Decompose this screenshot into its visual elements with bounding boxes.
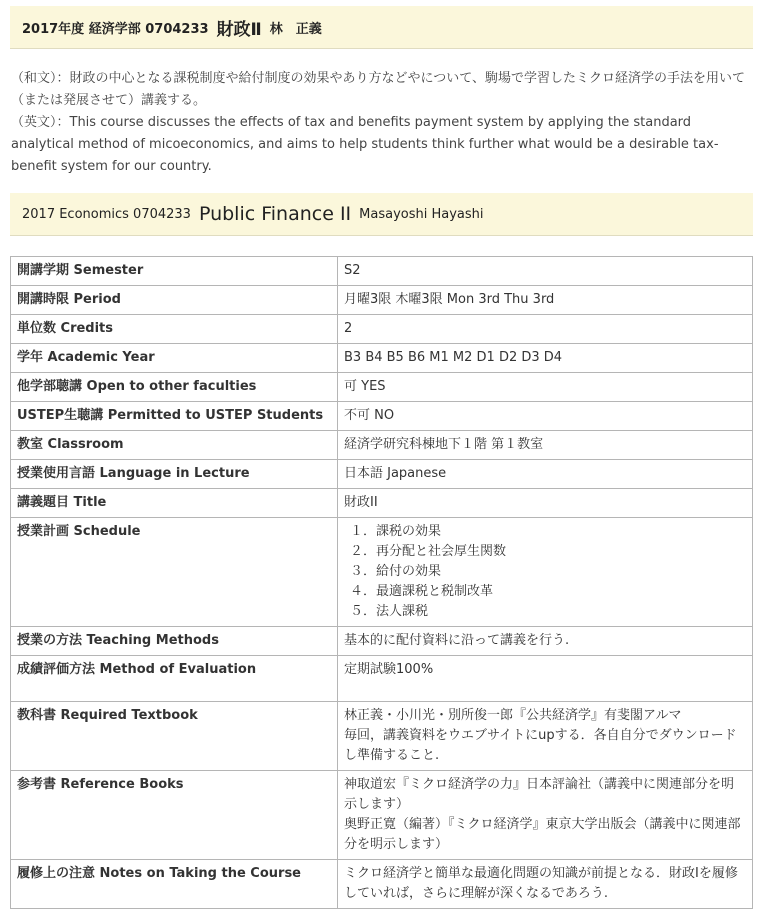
row-value-ustep: 不可 NO (338, 402, 753, 431)
table-row (11, 518, 753, 627)
row-value-period: 月曜3限 木曜3限 Mon 3rd Thu 3rd (338, 286, 753, 315)
table-row (11, 702, 753, 771)
textbook-note: 毎回，講義資料をウエブサイトにupする．各自自分でダウンロードし準備すること. (344, 728, 737, 763)
row-value-title: 財政II (338, 489, 753, 518)
row-label-textbook: 教科書 Required Textbook (11, 702, 338, 771)
row-value-academic-year: B3 B4 B5 B6 M1 M2 D1 D2 D3 D4 (338, 344, 753, 373)
table-row (11, 344, 753, 373)
row-label-references: 参考書 Reference Books (11, 771, 338, 860)
row-value-schedule (338, 518, 753, 627)
row-label-title: 講義題目 Title (11, 489, 338, 518)
list-item: ４．最適課税と税制改革 (350, 584, 494, 599)
row-value-references (338, 771, 753, 860)
row-label-language: 授業使用言語 Language in Lecture (11, 460, 338, 489)
table-row (11, 627, 753, 656)
list-item: ３．給付の効果 (350, 564, 442, 579)
reference-line: 神取道宏『ミクロ経済学の力』日本評論社（講義中に関連部分を明示します） (344, 777, 735, 812)
table-row (11, 489, 753, 518)
instructor-name-jp: 林 正義 (269, 21, 322, 37)
row-value-evaluation: 定期試験100% (338, 656, 753, 702)
row-value-textbook (338, 702, 753, 771)
row-label-ustep: USTEP生聴講 Permitted to USTEP Students (11, 402, 338, 431)
course-title-en: Public Finance II (198, 203, 352, 225)
instructor-name-en: Masayoshi Hayashi (359, 206, 484, 222)
schedule-list (344, 522, 746, 622)
row-value-language: 日本語 Japanese (338, 460, 753, 489)
table-row (11, 460, 753, 489)
table-row (11, 860, 753, 909)
table-row (11, 286, 753, 315)
course-header-jp-prefix: 2017年度 経済学部 0704233 (22, 21, 209, 37)
reference-line: 奥野正寛（編著）『ミクロ経済学』東京大学出版会（講義中に関連部分を明示します） (344, 817, 741, 852)
course-header-jp (10, 6, 753, 49)
row-label-evaluation: 成績評価方法 Method of Evaluation (11, 656, 338, 702)
list-item: ５．法人課税 (350, 604, 429, 619)
row-value-methods: 基本的に配付資料に沿って講義を行う. (338, 627, 753, 656)
table-row (11, 315, 753, 344)
row-label-credits: 単位数 Credits (11, 315, 338, 344)
table-row (11, 431, 753, 460)
table-row (11, 402, 753, 431)
row-value-semester: S2 (338, 257, 753, 286)
table-row (11, 257, 753, 286)
row-value-open-faculties: 可 YES (338, 373, 753, 402)
row-label-schedule: 授業計画 Schedule (11, 518, 338, 627)
row-label-period: 開講時限 Period (11, 286, 338, 315)
row-label-open-faculties: 他学部聴講 Open to other faculties (11, 373, 338, 402)
textbook-line: 林正義・小川光・別所俊一郎『公共経済学』有斐閣アルマ (344, 708, 682, 723)
table-row (11, 373, 753, 402)
summary-en: （英文）：This course discusses the effects of tax and benefits payment system by applying the standard analytical method of micoeconomics, and aims to help students think further what would be a desirable tax-benefit system for our country. (11, 115, 719, 174)
row-label-notes: 履修上の注意 Notes on Taking the Course (11, 860, 338, 909)
row-label-semester: 開講学期 Semester (11, 257, 338, 286)
list-item: １．課税の効果 (350, 524, 442, 539)
row-value-classroom: 経済学研究科棟地下１階 第１教室 (338, 431, 753, 460)
row-value-notes: ミクロ経済学と簡単な最適化問題の知識が前提となる．財政Iを履修していれば，さらに理解が深くなるであろう. (338, 860, 753, 909)
course-summary (11, 68, 756, 178)
table-row (11, 656, 753, 702)
row-label-academic-year: 学年 Academic Year (11, 344, 338, 373)
course-header-en-prefix: 2017 Economics 0704233 (22, 206, 191, 222)
row-label-classroom: 教室 Classroom (11, 431, 338, 460)
table-row (11, 771, 753, 860)
row-label-methods: 授業の方法 Teaching Methods (11, 627, 338, 656)
course-info-table (10, 256, 753, 909)
course-header-en (10, 193, 753, 236)
list-item: ２．再分配と社会厚生関数 (350, 544, 507, 559)
summary-jp: （和文）：財政の中心となる課税制度や給付制度の効果やあり方などやについて、駒場で学習したミクロ経済学の手法を用いて（または発展させて）講義する。 (11, 71, 745, 108)
row-value-credits: 2 (338, 315, 753, 344)
course-title-jp: 財政Ⅱ (216, 19, 262, 40)
